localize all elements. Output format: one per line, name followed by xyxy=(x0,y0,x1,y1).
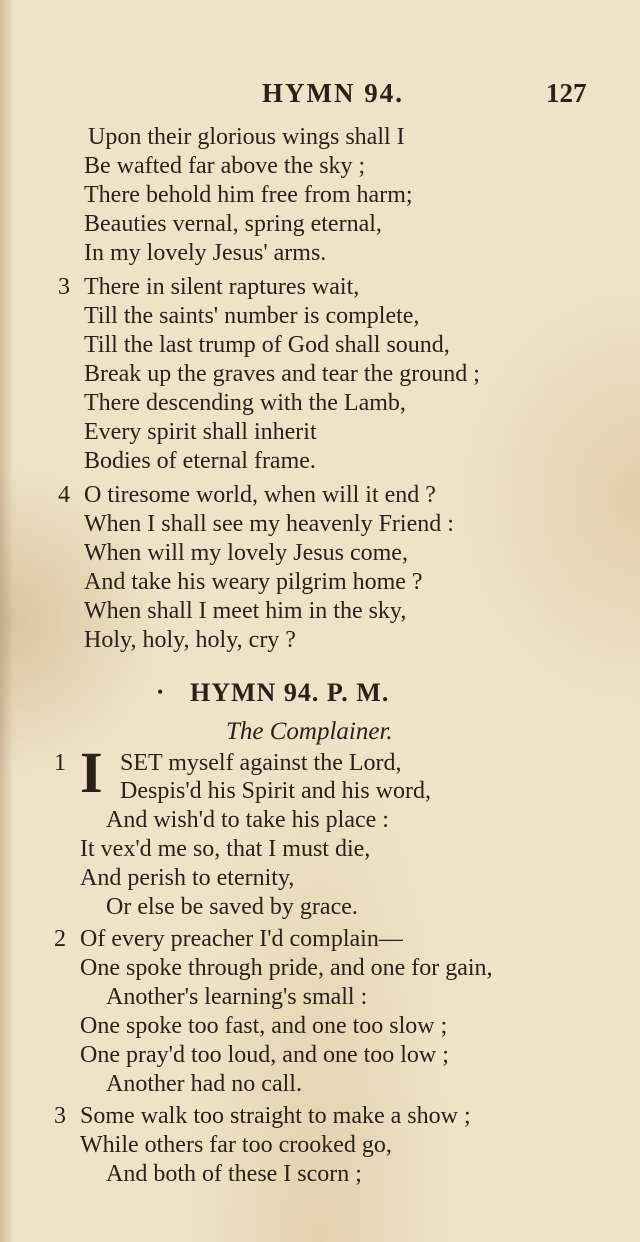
verse-line: There descending with the Lamb, xyxy=(84,390,406,416)
verse-line: Or else be saved by grace. xyxy=(106,894,358,920)
verse-line: Till the saints' number is complete, xyxy=(84,303,420,329)
hymn-heading: HYMN 94. P. M. xyxy=(190,678,390,707)
verse-line: Another's learning's small : xyxy=(106,984,368,1010)
verse-line: Some walk too straight to make a show ; xyxy=(80,1103,471,1129)
verse-line: When I shall see my heavenly Friend : xyxy=(84,511,454,537)
verse-line: Bodies of eternal frame. xyxy=(84,448,316,474)
verse-line: Another had no call. xyxy=(106,1071,302,1097)
verse-line: One spoke through pride, and one for gain, xyxy=(80,955,493,981)
verse-number: 4 xyxy=(58,482,70,508)
running-title: HYMN 94. xyxy=(262,78,404,108)
verse-line: And wish'd to take his place : xyxy=(106,807,389,833)
verse-number: 2 xyxy=(54,926,66,952)
verse-line: It vex'd me so, that I must die, xyxy=(80,836,371,862)
verse-line: When will my lovely Jesus come, xyxy=(84,540,408,566)
verse-line: Despis'd his Spirit and his word, xyxy=(120,778,431,804)
verse-number: 3 xyxy=(58,274,70,300)
verse-line: Beauties vernal, spring eternal, xyxy=(84,211,382,237)
verse-line: In my lovely Jesus' arms. xyxy=(84,240,327,266)
verse-line: Break up the graves and tear the ground ; xyxy=(84,361,480,387)
page-gutter-shadow xyxy=(0,0,14,1242)
verse-line: When shall I meet him in the sky, xyxy=(84,598,407,624)
verse-line: Till the last trump of God shall sound, xyxy=(84,332,450,358)
verse-line: Every spirit shall inherit xyxy=(84,419,317,445)
verse-line: One spoke too fast, and one too slow ; xyxy=(80,1013,448,1039)
verse-line: Be wafted far above the sky ; xyxy=(84,153,366,179)
verse-line: And both of these I scorn ; xyxy=(106,1161,362,1187)
verse-number: 3 xyxy=(54,1103,66,1129)
verse-line: While others far too crooked go, xyxy=(80,1132,392,1158)
verse-line: There behold him free from harm; xyxy=(84,182,413,208)
hymn-subtitle: The Complainer. xyxy=(226,718,393,745)
page-number: 127 xyxy=(546,78,587,108)
verse-line: And take his weary pilgrim home ? xyxy=(84,569,423,595)
verse-line: O tiresome world, when will it end ? xyxy=(84,482,436,508)
verse-line: Of every preacher I'd complain— xyxy=(80,926,403,952)
verse-line: Upon their glorious wings shall I xyxy=(88,124,405,150)
verse-line: One pray'd too loud, and one too low ; xyxy=(80,1042,449,1068)
ornament-dot: • xyxy=(157,682,164,702)
verse-line: There in silent raptures wait, xyxy=(84,274,360,300)
verse-line: Holy, holy, holy, cry ? xyxy=(84,627,296,653)
drop-cap: I xyxy=(80,740,103,805)
verse-number: 1 xyxy=(54,750,66,776)
verse-line: SET myself against the Lord, xyxy=(120,750,402,776)
page-header xyxy=(0,78,640,114)
verse-line: And perish to eternity, xyxy=(80,865,295,891)
